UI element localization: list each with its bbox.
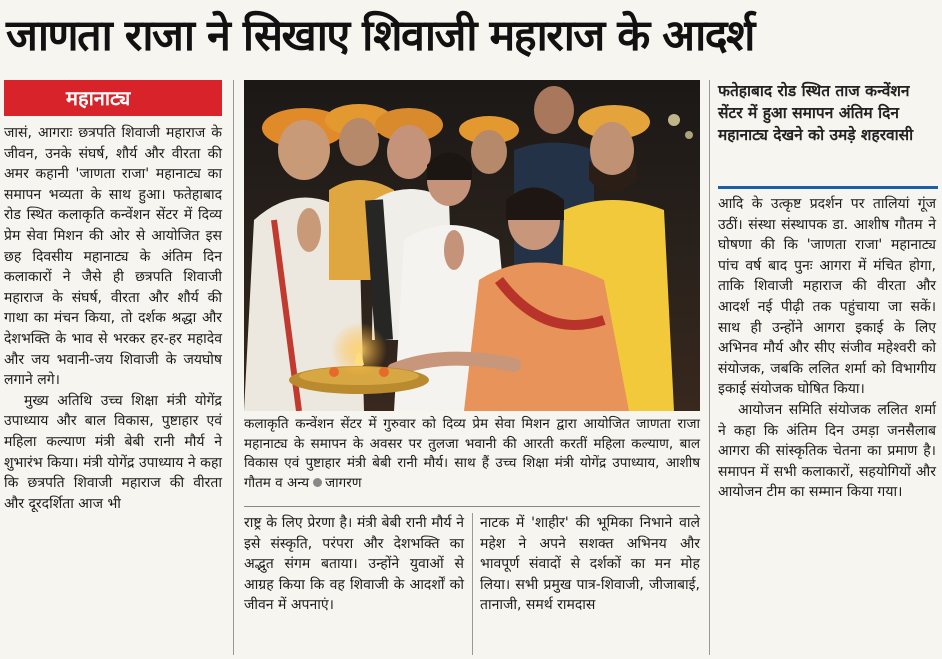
article-column-left (4, 123, 222, 514)
photo-caption (244, 415, 700, 493)
article-column-right (718, 194, 936, 503)
article-paragraph: मुख्य अतिथि उच्च शिक्षा मंत्री योगेंद्र उपाध्याय और बाल विकास, पुष्टाहार एवं महिला कल्याण मंत्री बेबी रानी मौर्य ने शुभारंभ किया। मंत्री योगेंद्र उपाध्याय ने कहा कि छत्रपति शिवाजी महाराज की वीरता और दूरदर्शिता आज भी (4, 392, 222, 512)
article-paragraph: जासं, आगराः छत्रपति शिवाजी महाराज के जीवन, उनके संघर्ष, शौर्य और वीरता की अमर कहानी 'जाणता राजा' महानाट्य का समापन भव्यता के साथ हुआ। फतेहाबाद रोड स्थित कलाकृति कन्वेंशन सेंटर में दिव्य प्रेम सेवा मिशन की ओर से आयोजित इस छह दिवसीय महानाट्य के अंतिम दिन कलाकारों ने जैसे ही छत्रपति शिवाजी महाराज के संघर्ष, वीरता और शौर्य की गाथा का मंचन किया, तो दर्शक श्रद्धा और देशभक्ति के भाव से भरकर हर-हर महादेव और जय भवानी-जय शिवाजी के जयघोष लगाने लगे। (4, 125, 222, 389)
column-divider (233, 80, 234, 655)
article-column-mid-2 (480, 513, 700, 616)
article-paragraph: आयोजन समिति संयोजक ललित शर्मा ने कहा कि अंतिम दिन उमड़ा जनसैलाब आगरा की सांस्कृतिक चेतना का प्रमाण है। समापन में सभी कलाकारों, सहयोगियों और आयोजन टीम का सम्मान किया गया। (718, 401, 936, 501)
section-kicker: महानाट्य (4, 80, 222, 116)
subhead-rule (718, 186, 938, 189)
headline: जाणता राजा ने सिखाए शिवाजी महाराज के आदर्श (6, 11, 754, 61)
caption-divider (244, 506, 700, 507)
column-divider (709, 80, 710, 655)
credit-dot-icon (313, 478, 322, 487)
article-paragraph: राष्ट्र के लिए प्रेरणा है। मंत्री बेबी रानी मौर्य ने इसे संस्कृति, परंपरा और देशभक्ति का अद्भुत संगम बताया। उन्होंने युवाओं से आग्रह किया कि वह शिवाजी के आदर्शों को जीवन में अपनाएं। (244, 515, 464, 614)
column-divider (472, 513, 473, 655)
aarti-ceremony-illustration (244, 80, 700, 411)
caption-text: कलाकृति कन्वेंशन सेंटर में गुरुवार को दिव्य प्रेम सेवा मिशन द्वारा आयोजित जाणता राजा महानाट्य के समापन के अवसर पर तुलजा भवानी की आरती करतीं महिला कल्याण, बाल विकास एवं पुष्टाहार मंत्री बेबी रानी मौर्य। साथ हैं उच्च शिक्षा मंत्री योगेंद्र उपाध्याय, आशीष गौतम व अन्य (244, 416, 700, 491)
article-paragraph: नाटक में 'शाहीर' की भूमिका निभाने वाले महेश ने अपने सशक्त अभिनय और भावपूर्ण संवादों से दर्शकों का मन मोह लिया। सभी प्रमुख पात्र-शिवाजी, जीजाबाई, तानाजी, समर्थ रामदास (480, 515, 700, 614)
caption-credit: जागरण (325, 474, 362, 491)
news-photo (244, 80, 700, 411)
article-subhead: फतेहाबाद रोड स्थित ताज कन्वेंशन सेंटर में हुआ समापन अंतिम दिन महानाट्य देखने को उमड़े शहरवासी (718, 82, 914, 144)
article-paragraph: आदि के उत्कृष्ट प्रदर्शन पर तालियां गूंज उठीं। संस्था संस्थापक डा. आशीष गौतम ने घोषणा की कि 'जाणता राजा' महानाट्य पांच वर्ष बाद पुनः आगरा में मंचित होगा, ताकि शिवाजी महाराज की वीरता और आदर्श नई पीढ़ी तक पहुंचाया जा सकें। साथ ही उन्होंने आगरा इकाई के लिए अभिनव मौर्य और सीए संजीव महेश्वरी को संयोजक, जबकि ललित शर्मा को विभागीय इकाई संयोजक घोषित किया। (718, 196, 936, 398)
article-column-mid-1 (244, 513, 464, 616)
